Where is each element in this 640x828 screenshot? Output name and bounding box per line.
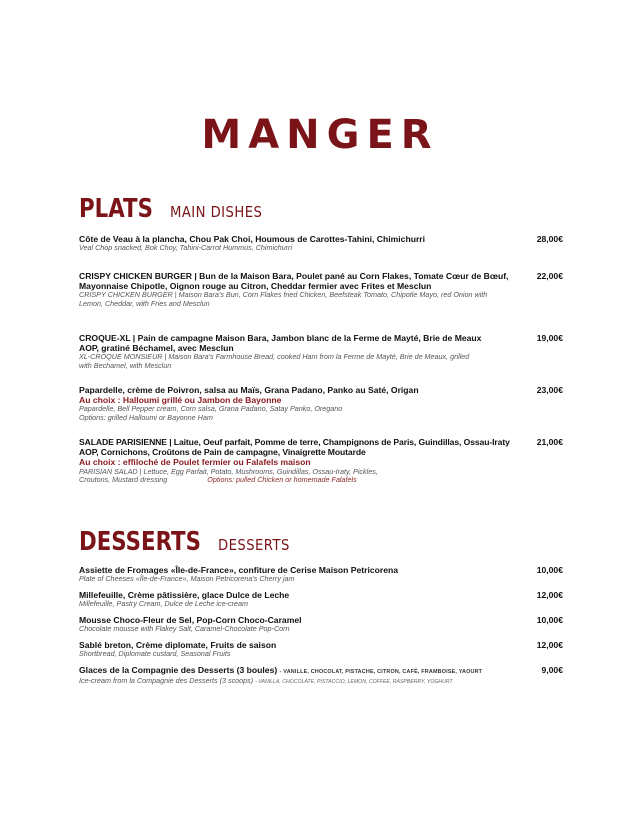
item-description: Veal Chop snacked, Bok Choy, Tahini-Carrot Hummus, Chimichurri xyxy=(79,243,293,253)
item-name: Papardelle, crème de Poivron, salsa au Maïs, Grana Padano, Panko au Saté, Origan xyxy=(79,385,419,395)
menu-item xyxy=(79,271,563,333)
item-description-line xyxy=(79,677,563,687)
desserts-list xyxy=(79,565,563,690)
item-price: 23,00€ xyxy=(536,385,563,395)
item-name: SALADE PARISIENNE | Laitue, Oeuf parfait, Pomme de terre, Champignons de Paris, Guindillas, Ossau-Iraty AOP, Cornichons, Croûtons de Pain de campagne, Vinaigrette Moutarde xyxy=(79,437,510,458)
item-flavors-en: - VANILLA, CHOCOLATE, PISTACCIO, LEMON, COFFEE, RASPBERRY, YOGHURT xyxy=(255,679,453,686)
item-price: 9,00€ xyxy=(541,665,563,675)
plats-list xyxy=(79,234,563,497)
section-subtitle: DESSERTS xyxy=(218,536,290,554)
menu-item xyxy=(79,385,563,437)
item-name: Mousse Choco-Fleur de Sel, Pop-Corn Choco-Caramel xyxy=(79,615,302,625)
item-name: Sablé breton, Crème diplomate, Fruits de saison xyxy=(79,640,277,650)
item-name: Assiette de Fromages «Île-de-France», confiture de Cerise Maison Petricorena xyxy=(79,565,399,575)
item-description: Millefeuille, Pastry Cream, Dulce de Leche ice-cream xyxy=(79,599,248,609)
item-price: 19,00€ xyxy=(536,333,563,343)
item-name: Glaces de la Compagnie des Desserts (3 boules) xyxy=(79,665,278,675)
section-title: PLATS xyxy=(79,194,153,224)
menu-item xyxy=(79,665,563,690)
item-description: CRISPY CHICKEN BURGER | Maison Bara's Bun, Corn Flakes fried Chicken, Beefsteak Tomato, Chipotle Mayo, red Onion with Lemon, Cheddar, with Fries and Mesclun xyxy=(79,290,488,309)
section-title: DESSERTS xyxy=(79,527,201,557)
item-name: CROQUE-XL | Pain de campagne Maison Bara, Jambon blanc de la Ferme de Mayté, Brie de Meaux AOP, gratiné Béchamel, avec Mesclun xyxy=(79,333,482,354)
item-flavors: - VANILLE, CHOCOLAT, PISTACHE, CITRON, CAFÉ, FRAMBOISE, YAOURT xyxy=(279,669,483,675)
item-name: CRISPY CHICKEN BURGER | Bun de la Maison Bara, Poulet pané au Corn Flakes, Tomate Cœur de Bœuf, Mayonnaise Chipotle, Oignon rouge au Citron, Cheddar fermier avec Frites et Mesclun xyxy=(79,271,509,292)
item-description: XL-CROQUE MONSIEUR | Maison Bara's Farmhouse Bread, cooked Ham from la Ferme de Mayté, Brie de Meaux, grilled with Bechamel, with Mesclun xyxy=(79,352,470,371)
item-description: Plate of Cheeses «Île-de-France», Maison Petricorena's Cherry jam xyxy=(79,574,295,584)
item-description: Chocolate mousse with Flakey Salt, Caramel-Chocolate Pop-Corn xyxy=(79,624,290,634)
item-options: Options: pulled Chicken or homemade Falafels xyxy=(207,475,357,485)
section-heading-desserts xyxy=(79,527,300,557)
menu-item xyxy=(79,565,563,590)
item-price: 21,00€ xyxy=(536,437,563,447)
item-price: 28,00€ xyxy=(536,234,563,244)
item-choice: Au choix : effiloché de Poulet fermier ou Falafels maison xyxy=(79,457,311,468)
item-name: Côte de Veau à la plancha, Chou Pak Choi, Houmous de Carottes-Tahini, Chimichurri xyxy=(79,234,426,244)
item-price: 12,00€ xyxy=(536,640,563,650)
item-choice: Au choix : Halloumi grillé ou Jambon de Bayonne xyxy=(79,395,282,406)
menu-item xyxy=(79,333,563,385)
menu-item xyxy=(79,437,563,497)
section-heading-plats xyxy=(79,194,275,224)
menu-item xyxy=(79,590,563,615)
page-title: MANGER xyxy=(201,112,439,158)
item-description: Papardelle, Bell Pepper cream, Corn salsa, Grana Padano, Satay Panko, Oregano xyxy=(79,404,343,414)
item-options: Options: grilled Halloumi or Bayonne Ham xyxy=(79,413,213,423)
menu-item xyxy=(79,234,563,271)
item-name: Millefeuille, Crème pâtissière, glace Dulce de Leche xyxy=(79,590,290,600)
item-description-end: Croutons, Mustard dressing xyxy=(79,475,168,485)
item-description: PARISIAN SALAD | Lettuce, Egg Parfait, Potato, Mushrooms, Guindillas, Ossau-Iraty, Pickles, xyxy=(79,466,378,476)
item-description: Ice-cream from la Compagnie des Desserts (3 scoops) xyxy=(79,676,254,686)
item-price: 10,00€ xyxy=(536,565,563,575)
menu-item xyxy=(79,615,563,640)
item-description-line xyxy=(79,476,563,485)
item-price: 12,00€ xyxy=(536,590,563,600)
item-price: 22,00€ xyxy=(536,271,563,281)
item-price: 10,00€ xyxy=(536,615,563,625)
menu-item xyxy=(79,640,563,665)
section-subtitle: MAIN DISHES xyxy=(169,203,262,221)
item-description: Shortbread, Diplomate custard, Seasonal Fruits xyxy=(79,649,231,659)
